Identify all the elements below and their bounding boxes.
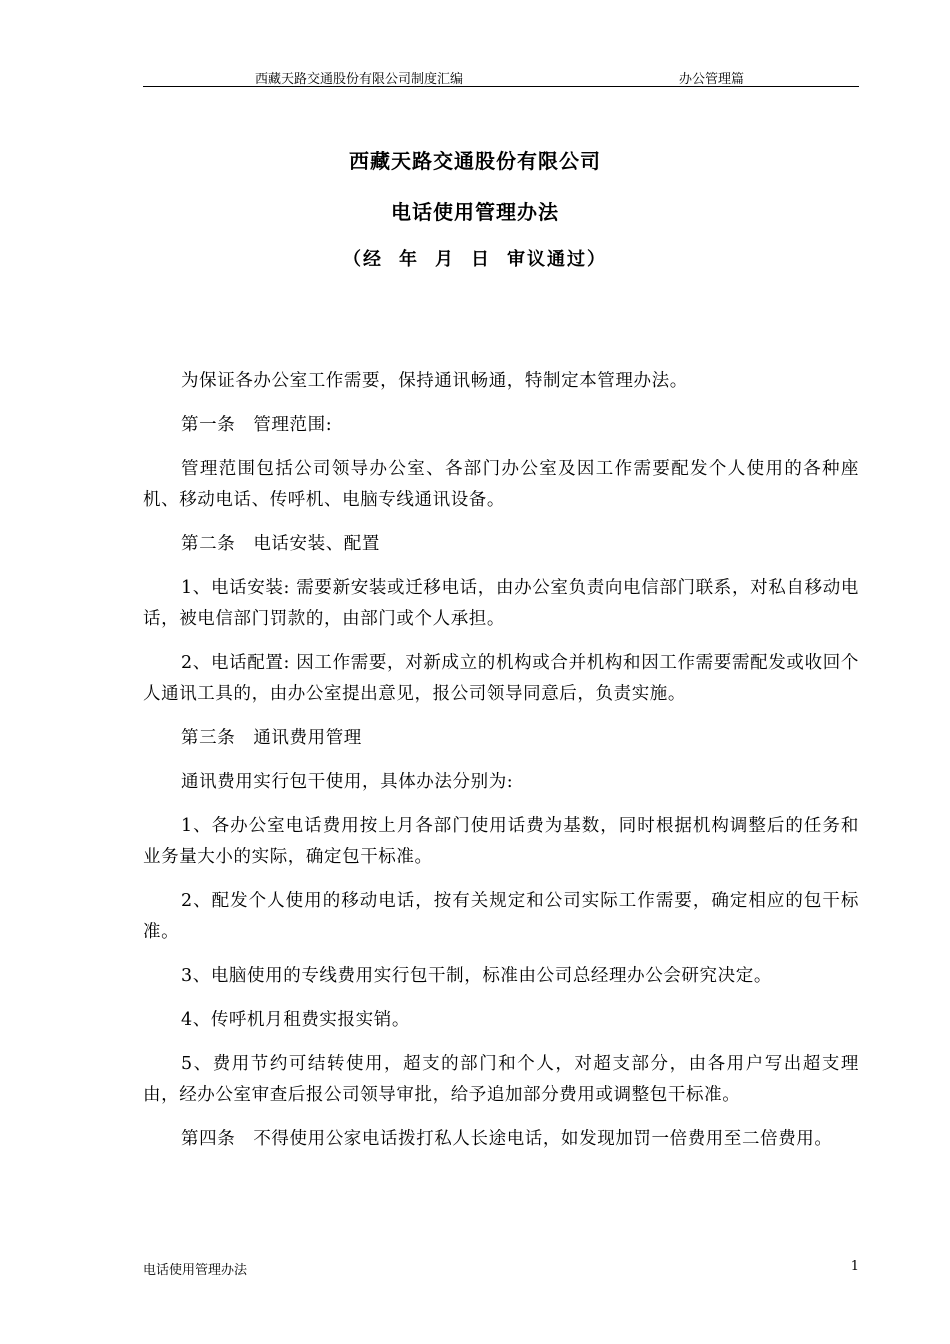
article-title: 电话安装、配置 xyxy=(253,534,381,554)
article-number: 第四条 xyxy=(181,1129,236,1149)
article-number: 第二条 xyxy=(181,534,236,554)
article-number: 第一条 xyxy=(181,415,236,435)
page-footer xyxy=(143,1259,859,1278)
approval-part: 月 xyxy=(435,249,455,270)
article-heading xyxy=(143,410,859,441)
paragraph: 管理范围包括公司领导办公室、各部门办公室及因工作需要配发个人使用的各种座机、移动电话、传呼机、电脑专线通讯设备。 xyxy=(143,459,859,510)
approval-part: 审议通过） xyxy=(507,249,607,270)
paragraph: 3、电脑使用的专线费用实行包干制，标准由公司总经理办公会研究决定。 xyxy=(181,966,772,986)
approval-part: 年 xyxy=(399,249,419,270)
footer-document-name: 电话使用管理办法 xyxy=(143,1263,248,1278)
paragraph: 1、电话安装: 需要新安装或迁移电话，由办公室负责向电信部门联系，对私自移动电话，被电信部门罚款的，由部门或个人承担。 xyxy=(143,578,859,629)
paragraph: 2、电话配置: 因工作需要，对新成立的机构或合并机构和因工作需要需配发或收回个人通讯工具的，由办公室提出意见，报公司领导同意后，负责实施。 xyxy=(143,653,859,704)
approval-line xyxy=(0,245,950,271)
header-document-collection: 西藏天路交通股份有限公司制度汇编 xyxy=(255,72,464,87)
approval-part: （经 xyxy=(343,249,383,270)
paragraph: 为保证各办公室工作需要，保持通讯畅通，特制定本管理办法。 xyxy=(181,371,688,391)
header-section: 办公管理篇 xyxy=(679,72,745,87)
paragraph: 4、传呼机月租费实报实销。 xyxy=(181,1010,410,1030)
approval-part: 日 xyxy=(471,249,491,270)
article-title: 管理范围: xyxy=(253,415,333,435)
document-body xyxy=(143,366,859,1168)
paragraph: 5、费用节约可结转使用，超支的部门和个人，对超支部分，由各用户写出超支理由，经办公室审查后报公司领导审批，给予追加部分费用或调整包干标准。 xyxy=(143,1054,859,1105)
company-title: 西藏天路交通股份有限公司 xyxy=(349,149,601,173)
article-title: 通讯费用管理 xyxy=(253,728,362,748)
paragraph: 2、配发个人使用的移动电话，按有关规定和公司实际工作需要，确定相应的包干标准。 xyxy=(143,891,859,942)
page-header xyxy=(143,66,859,87)
article-number: 第三条 xyxy=(181,728,236,748)
document-title: 电话使用管理办法 xyxy=(391,200,559,224)
article-heading xyxy=(143,1124,859,1155)
page-number: 1 xyxy=(850,1259,859,1274)
paragraph: 1、各办公室电话费用按上月各部门使用话费为基数，同时根据机构调整后的任务和业务量大小的实际，确定包干标准。 xyxy=(143,816,859,867)
article-heading xyxy=(143,723,859,754)
paragraph: 通讯费用实行包干使用，具体办法分别为: xyxy=(181,772,514,792)
article-heading xyxy=(143,529,859,560)
article-text: 不得使用公家电话拨打私人长途电话，如发现加罚一倍费用至二倍费用。 xyxy=(253,1129,833,1149)
